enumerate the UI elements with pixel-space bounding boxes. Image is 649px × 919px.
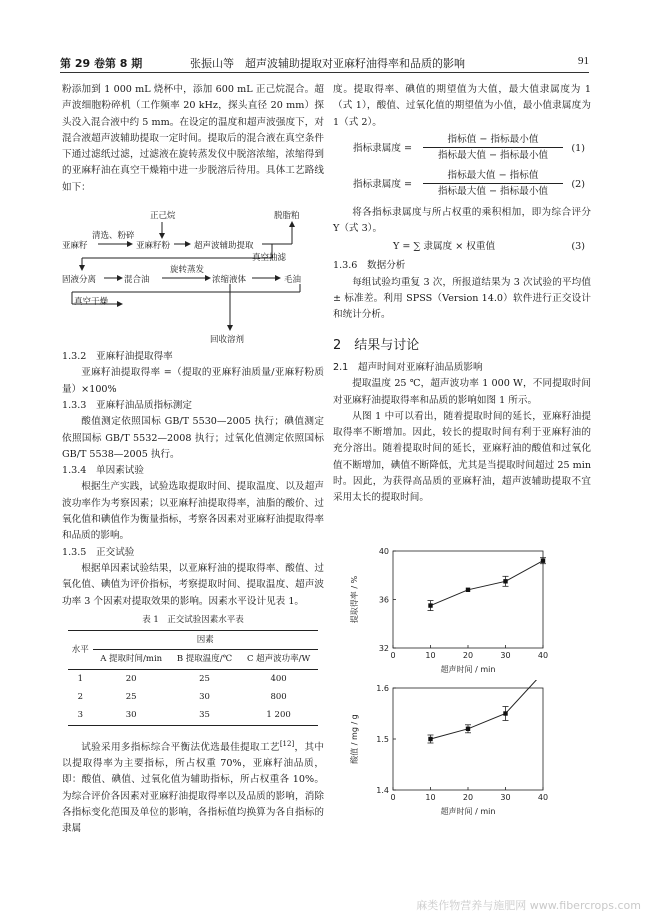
table-cell: 3 [68, 706, 93, 725]
eq3-number: (3) [571, 241, 585, 253]
x-tick-label: 0 [390, 793, 396, 802]
x-tick-label: 0 [390, 651, 396, 660]
x-tick-label: 30 [500, 793, 511, 802]
equation-3 [333, 239, 591, 256]
eq2-numerator: 指标最大值 − 指标值 [423, 169, 563, 184]
table-header-level: 水平 [68, 631, 93, 670]
x-axis-label: 超声时间 / min [440, 807, 496, 816]
results-discussion-paragraph: 从图 1 中可以看出，随着提取时间的延长，亚麻籽油提取得率不断增加。因此，较长的提取时间有利于亚麻籽油的充分溶出。随着提取时间的延长，亚麻籽油的酸值和过氧化值不断增加，碘值不断降低，尤其是当提取时间超过 25 min 时。因此，为获得高品质的亚麻籽油，超声波辅助提取不宜采用太长的提取时间。 [333, 410, 591, 504]
data-point [428, 737, 432, 741]
right-column [333, 82, 591, 507]
citation-ref[interactable]: [12] [279, 739, 295, 748]
flow-defatted-meal: 脱脂粕 [274, 211, 300, 222]
intro-paragraph: 粉添加到 1 000 mL 烧杯中，添加 600 mL 正己烷混合。超声波细胞粉碎机（工作频率 20 kHz，探头直径 20 mm）探头没入混合液中约 5 mm。在设定的温度和超声波强度下，对混合液超声波辅助提取一定时间。提取后的混合液在真空条件下通过滤纸过滤，过滤液在旋转蒸发仪中脱溶浓缩，浓缩得到的亚麻籽油在真空干燥箱中进一步脱溶后待用。具体工艺路线如下： [62, 84, 324, 193]
x-tick-label: 10 [425, 793, 436, 802]
score-paragraph: 将各指标隶属度与所占权重的乘积相加，即为综合评分 Y（式 3）。 [333, 206, 591, 235]
table-cell: 35 [170, 706, 239, 725]
eq2-fraction [423, 169, 563, 199]
flow-linseed-powder: 亚麻籽粉 [136, 241, 171, 252]
flow-mixed-oil: 混合油 [124, 275, 150, 286]
eq1-numerator: 指标值 − 指标最小值 [423, 133, 563, 148]
results-intro-paragraph: 提取温度 25 ℃，超声波功率 1 000 W，不同提取时间对亚麻籽油提取得率和品质的影响如图 1 所示。 [333, 378, 591, 406]
y-tick-label: 36 [378, 595, 389, 605]
eq1-fraction [423, 133, 563, 163]
data-point [541, 559, 545, 563]
table-row [68, 688, 318, 706]
page-number: 91 [578, 55, 589, 67]
data-point [466, 588, 470, 592]
section-1-3-5-text: 根据单因素试验结果，以亚麻籽油的提取得率、酸值、过氧化值、碘值为评价指标，考察提取时间、提取温度、超声波功率 3 个因素对提取效果的影响。因素水平设计见表 1。 [62, 562, 324, 607]
x-tick-label: 10 [425, 651, 436, 660]
table-col-b: B 提取温度/℃ [170, 650, 239, 669]
table-header-factor: 因素 [93, 631, 318, 650]
section-1-3-2-title: 1.3.2 亚麻籽油提取得率 [62, 351, 173, 363]
equation-1 [333, 133, 591, 167]
chart-yield [345, 543, 555, 678]
section-1-3-3-text: 酸值测定依照国标 GB/T 5530—2005 执行；碘值测定依照国标 GB/T 5532—2008 执行；过氧化值测定依照国标 GB/T 5538—2005 执行。 [62, 416, 324, 460]
section-2-1-heading: 2.1 超声时间对亚麻籽油品质影响 [333, 361, 483, 373]
x-tick-label: 40 [537, 793, 549, 802]
table-cell: 1 200 [239, 706, 318, 725]
section-1-3-4-text: 根据生产实践，试验选取提取时间、提取温度、以及超声波功率作为考察因素；以亚麻籽油提取得率，油脂的酸价、过氧化值和碘值作为衡量指标，考察各因素对亚麻籽油提取得率和品质的影响。 [62, 481, 324, 542]
y-tick-label: 1.6 [376, 684, 389, 693]
article-running-title: 张振山等 超声波辅助提取对亚麻籽油得率和品质的影响 [190, 57, 465, 70]
equation-2 [333, 169, 591, 203]
method-text-cont: ，其中以提取得率为主要指标，所占权重 70%，亚麻籽油品质，即：酸值、碘值、过氧化值为辅助指标，所占权重各 10%。为综合评价各因素对亚麻籽油提取得率以及品质的影响，消除各指标变化范围及单位的影响，各指标值均换算为各自指标的隶属 [62, 741, 324, 835]
plot-frame [393, 688, 543, 790]
section-1-3-2-text: 亚麻籽油提取得率 =（提取的亚麻籽油质量/亚麻籽粉质量）×100% [62, 367, 324, 395]
table-cell: 20 [125, 673, 137, 684]
eq1-number: (1) [571, 142, 585, 154]
x-axis-label: 超声时间 / min [440, 665, 496, 674]
table-cell: 400 [270, 673, 287, 684]
table-cell: 2 [77, 692, 83, 703]
method-paragraph [62, 736, 324, 838]
data-point [503, 711, 507, 715]
table-cell: 800 [270, 692, 287, 703]
series-line [431, 561, 544, 606]
flow-linseed: 亚麻籽 [62, 241, 88, 252]
watermark: 麻类作物营养与施肥网 www.fibercrops.com [416, 899, 641, 912]
x-tick-label: 20 [462, 793, 474, 802]
flow-vacuum-drying: 真空干燥 [74, 297, 109, 308]
chart-acid-svg [345, 680, 555, 820]
left-column [62, 82, 324, 838]
eq1-denominator: 指标最大值 − 指标最小值 [437, 149, 549, 161]
table-row [68, 669, 318, 688]
y-tick-label: 1.4 [376, 786, 389, 795]
y-tick-label: 1.5 [376, 735, 389, 744]
membership-paragraph: 度。提取得率、碘值的期望值为大值，最大值隶属度为 1（式 1），酸值、过氧化值的期望值为小值，最小值隶属度为 1（式 2）。 [333, 84, 591, 128]
eq3-text: Y = ∑ 隶属度 × 权重值 [393, 241, 496, 253]
eq1-label: 指标隶属度 = [353, 142, 413, 154]
data-point [428, 603, 432, 607]
eq2-label: 指标隶属度 = [353, 178, 413, 190]
section-1-3-4-title: 1.3.4 单因素试验 [62, 465, 144, 477]
eq2-denominator: 指标最大值 − 指标最小值 [437, 185, 549, 197]
flow-recover-solvent: 回收溶剂 [210, 335, 245, 346]
flow-ultrasonic-extraction: 超声波辅助提取 [194, 241, 254, 252]
table-cell: 1 [77, 673, 83, 684]
plot-frame [393, 551, 543, 648]
header-rule [60, 72, 589, 73]
section-1-3-5-title: 1.3.5 正交试验 [62, 546, 135, 558]
flow-vacuum-filtration: 真空抽滤 [252, 253, 287, 264]
y-tick-label: 32 [378, 644, 389, 653]
table-col-c: C 超声波功率/W [239, 650, 318, 669]
data-point [503, 579, 507, 583]
flow-solid-liquid-separation: 固液分离 [62, 275, 97, 286]
data-analysis-paragraph: 每组试验均重复 3 次，所报道结果为 3 次试验的平均值 ± 标准差。利用 SPSS（Version 14.0）软件进行正交设计和统计分析。 [333, 276, 591, 321]
method-text: 试验采用多指标综合平衡法优选最佳提取工艺 [81, 741, 280, 753]
chart-acid-value [345, 680, 555, 820]
table-row [68, 706, 318, 725]
flow-crude-oil: 毛油 [284, 275, 302, 286]
table-col-a: A 提取时间/min [93, 650, 170, 669]
x-tick-label: 30 [500, 651, 511, 660]
flow-rotary-evaporation: 旋转蒸发 [170, 265, 205, 276]
y-axis-label: 酸值 / mg / g [350, 714, 359, 764]
y-axis-label: 提取得率 / % [350, 575, 359, 624]
x-tick-label: 20 [462, 651, 474, 660]
eq2-number: (2) [571, 178, 585, 190]
flow-concentrate: 浓缩液体 [212, 275, 247, 286]
series-line [431, 680, 544, 739]
table-1-caption: 表 1 正交试验因素水平表 [142, 614, 244, 625]
y-tick-label: 40 [378, 547, 389, 556]
flow-n-hexane: 正己烷 [150, 211, 176, 222]
section-2-heading: 2 结果与讨论 [333, 337, 420, 353]
table-cell: 25 [125, 692, 137, 703]
data-point [466, 727, 470, 731]
section-1-3-3-title: 1.3.3 亚麻籽油品质指标测定 [62, 399, 192, 411]
table-cell: 30 [93, 706, 170, 725]
process-flowchart [62, 200, 324, 345]
section-1-3-6-title: 1.3.6 数据分析 [333, 260, 406, 272]
table-cell: 25 [199, 673, 210, 684]
journal-issue: 第 29 卷第 8 期 [60, 57, 143, 70]
chart-yield-svg [345, 543, 555, 678]
table-1 [68, 630, 318, 725]
x-tick-label: 40 [537, 651, 549, 660]
running-header [60, 55, 589, 73]
table-cell: 30 [199, 692, 210, 703]
flow-clean-grind: 清选、粉碎 [92, 231, 135, 242]
